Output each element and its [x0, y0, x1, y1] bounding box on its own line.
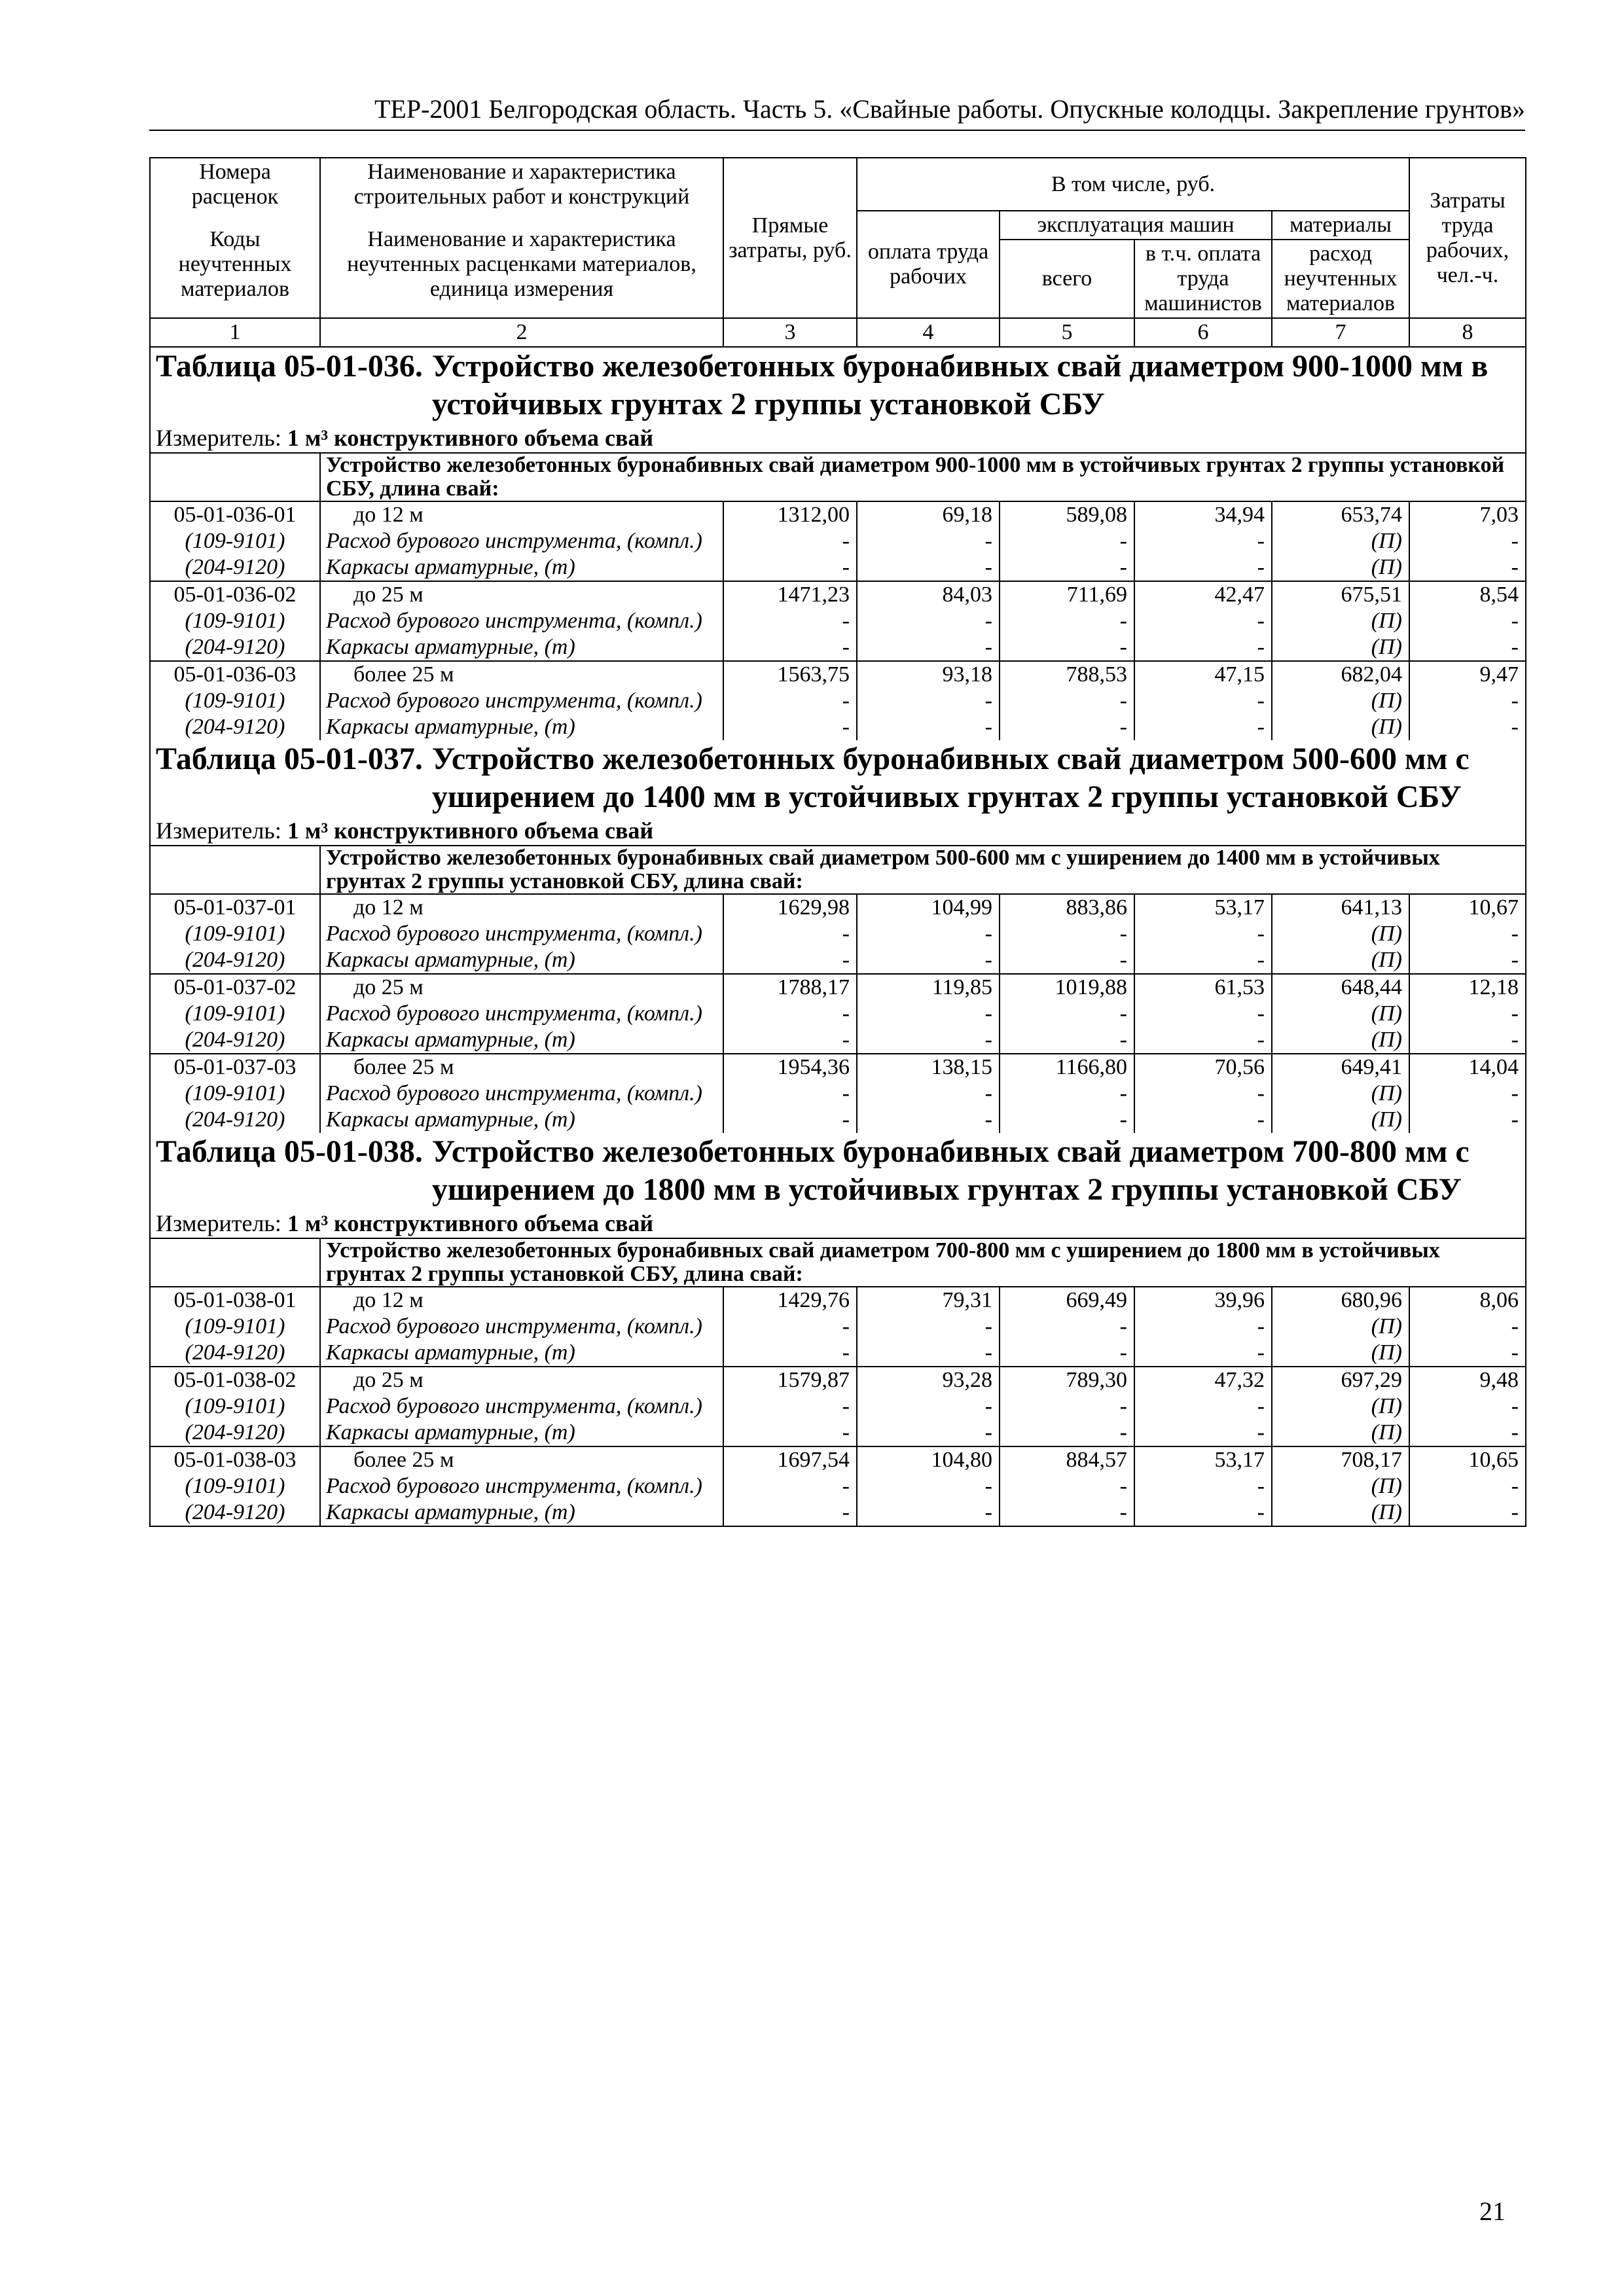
material-name: Каркасы арматурные, (т): [320, 554, 723, 581]
rate-code: 05-01-037-03: [150, 1054, 320, 1081]
material-code: (109-9101): [150, 1473, 320, 1499]
rate-name: более 25 м: [320, 661, 723, 688]
dash-cell: -: [857, 1081, 1000, 1107]
value-cell: 9,48: [1409, 1367, 1526, 1393]
dash-cell: -: [1134, 1473, 1272, 1499]
material-flag: (П): [1272, 1314, 1409, 1340]
table-label: Таблица 05-01-036.: [156, 349, 423, 384]
material-flag: (П): [1272, 1001, 1409, 1027]
dash-cell: -: [1409, 1314, 1526, 1340]
value-cell: 1471,23: [723, 581, 857, 608]
value-cell: 1563,75: [723, 661, 857, 688]
material-code: (204-9120): [150, 1340, 320, 1367]
dash-cell: -: [857, 1340, 1000, 1367]
value-cell: 84,03: [857, 581, 1000, 608]
meter-value: 1 м³ конструктивного объема свай: [287, 1210, 654, 1236]
meter-label: Измеритель:: [156, 817, 281, 844]
material-row: [150, 1393, 1526, 1420]
dash-cell: -: [1134, 1001, 1272, 1027]
col-header-material-codes: Коды неучтенных материалов: [150, 211, 320, 318]
dash-cell: -: [1000, 688, 1134, 714]
dash-cell: -: [857, 1473, 1000, 1499]
table-row: [150, 501, 1526, 528]
value-cell: 138,15: [857, 1054, 1000, 1081]
col-header-material-name: Наименование и характеристика неучтенных расценками материалов, единица измерения: [320, 211, 723, 318]
material-name: Каркасы арматурные, (т): [320, 1340, 723, 1367]
value-cell: 34,94: [1134, 501, 1272, 528]
dash-cell: -: [1134, 1107, 1272, 1133]
material-code: (204-9120): [150, 1420, 320, 1446]
rate-name: до 12 м: [320, 1287, 723, 1314]
dash-cell: -: [1134, 688, 1272, 714]
col-number: 2: [320, 318, 723, 347]
table-row: [150, 1367, 1526, 1393]
material-code: (204-9120): [150, 1027, 320, 1054]
rate-code: 05-01-036-02: [150, 581, 320, 608]
rate-code: 05-01-038-03: [150, 1446, 320, 1473]
material-flag: (П): [1272, 608, 1409, 634]
value-cell: 1429,76: [723, 1287, 857, 1314]
material-name: Расход бурового инструмента, (компл.): [320, 528, 723, 554]
dash-cell: -: [1000, 1420, 1134, 1446]
dash-cell: -: [1134, 1027, 1272, 1054]
table-title: Устройство железобетонных буронабивных свай диаметром 500-600 мм с уширением до 1400 мм в устойчивых грунтах 2 группы установкой СБУ: [431, 742, 1470, 814]
material-code: (109-9101): [150, 1314, 320, 1340]
value-cell: 648,44: [1272, 974, 1409, 1001]
dash-cell: -: [1409, 1027, 1526, 1054]
dash-cell: -: [857, 528, 1000, 554]
material-row: [150, 1107, 1526, 1133]
value-cell: 883,86: [1000, 894, 1134, 921]
col-header-labor-hours: Затраты труда рабочих, чел.-ч.: [1409, 158, 1526, 318]
material-row: [150, 714, 1526, 740]
material-code: (109-9101): [150, 528, 320, 554]
table-title-block: [150, 1133, 1526, 1209]
material-code: (109-9101): [150, 921, 320, 947]
material-name: Расход бурового инструмента, (компл.): [320, 1473, 723, 1499]
dash-cell: -: [1134, 1420, 1272, 1446]
value-cell: 14,04: [1409, 1054, 1526, 1081]
dash-cell: -: [723, 1027, 857, 1054]
value-cell: 119,85: [857, 974, 1000, 1001]
col-header-machines-total: всего: [1000, 240, 1134, 318]
value-cell: 1788,17: [723, 974, 857, 1001]
dash-cell: -: [1000, 528, 1134, 554]
material-row: [150, 688, 1526, 714]
table-row: [150, 1287, 1526, 1314]
col-header-machines: эксплуатация машин: [1000, 211, 1272, 240]
dash-cell: -: [1409, 1107, 1526, 1133]
rate-name: до 12 м: [320, 501, 723, 528]
dash-cell: -: [723, 1499, 857, 1526]
dash-cell: -: [723, 714, 857, 740]
material-code: (109-9101): [150, 688, 320, 714]
dash-cell: -: [857, 634, 1000, 661]
table-title-block: [150, 347, 1526, 423]
material-code: (204-9120): [150, 634, 320, 661]
material-row: [150, 554, 1526, 581]
value-cell: 79,31: [857, 1287, 1000, 1314]
material-code: (204-9120): [150, 554, 320, 581]
material-row: [150, 1473, 1526, 1499]
dash-cell: -: [723, 947, 857, 974]
value-cell: 1954,36: [723, 1054, 857, 1081]
dash-cell: -: [1000, 1107, 1134, 1133]
section-spacer: [150, 453, 320, 501]
value-cell: 53,17: [1134, 1446, 1272, 1473]
dash-cell: -: [1000, 1340, 1134, 1367]
value-cell: 708,17: [1272, 1446, 1409, 1473]
dash-cell: -: [723, 528, 857, 554]
section-heading: Устройство железобетонных буронабивных свай диаметром 900-1000 мм в устойчивых грунтах 2 группы установкой СБУ, длина свай:: [320, 453, 1526, 501]
material-flag: (П): [1272, 528, 1409, 554]
dash-cell: -: [1409, 947, 1526, 974]
dash-cell: -: [1134, 1314, 1272, 1340]
section-spacer: [150, 846, 320, 894]
rate-name: до 25 м: [320, 1367, 723, 1393]
col-number: 8: [1409, 318, 1526, 347]
value-cell: 12,18: [1409, 974, 1526, 1001]
dash-cell: -: [1000, 921, 1134, 947]
dash-cell: -: [723, 608, 857, 634]
dash-cell: -: [1409, 1473, 1526, 1499]
value-cell: 93,18: [857, 661, 1000, 688]
dash-cell: -: [1000, 1001, 1134, 1027]
value-cell: 47,32: [1134, 1367, 1272, 1393]
col-header-materials: материалы: [1272, 211, 1409, 240]
dash-cell: -: [857, 554, 1000, 581]
dash-cell: -: [857, 921, 1000, 947]
dash-cell: -: [1409, 528, 1526, 554]
material-row: [150, 1027, 1526, 1054]
value-cell: 8,06: [1409, 1287, 1526, 1314]
dash-cell: -: [1409, 688, 1526, 714]
value-cell: 697,29: [1272, 1367, 1409, 1393]
col-header-direct-costs: Прямые затраты, руб.: [723, 158, 857, 318]
col-header-including: В том числе, руб.: [857, 158, 1409, 211]
dash-cell: -: [723, 1314, 857, 1340]
value-cell: 104,80: [857, 1446, 1000, 1473]
material-flag: (П): [1272, 1340, 1409, 1367]
material-code: (109-9101): [150, 1001, 320, 1027]
col-header-unaccounted-materials: расход неучтенных материалов: [1272, 240, 1409, 318]
dash-cell: -: [1134, 1393, 1272, 1420]
table-meter: [150, 816, 1526, 846]
table-row: [150, 1054, 1526, 1081]
rate-name: до 25 м: [320, 974, 723, 1001]
value-cell: 1019,88: [1000, 974, 1134, 1001]
table-title-block: [150, 740, 1526, 816]
material-flag: (П): [1272, 1499, 1409, 1526]
material-flag: (П): [1272, 921, 1409, 947]
col-header-worker-pay: оплата труда рабочих: [857, 211, 1000, 318]
material-flag: (П): [1272, 634, 1409, 661]
table-row: [150, 974, 1526, 1001]
material-flag: (П): [1272, 1420, 1409, 1446]
value-cell: 42,47: [1134, 581, 1272, 608]
dash-cell: -: [1134, 1499, 1272, 1526]
value-cell: 641,13: [1272, 894, 1409, 921]
value-cell: 70,56: [1134, 1054, 1272, 1081]
dash-cell: -: [857, 1420, 1000, 1446]
material-row: [150, 1420, 1526, 1446]
dash-cell: -: [1000, 554, 1134, 581]
dash-cell: -: [723, 634, 857, 661]
material-row: [150, 528, 1526, 554]
dash-cell: -: [1000, 1473, 1134, 1499]
dash-cell: -: [1409, 921, 1526, 947]
dash-cell: -: [1000, 634, 1134, 661]
material-name: Каркасы арматурные, (т): [320, 947, 723, 974]
section-spacer: [150, 1238, 320, 1287]
dash-cell: -: [723, 688, 857, 714]
value-cell: 653,74: [1272, 501, 1409, 528]
material-code: (109-9101): [150, 1081, 320, 1107]
col-header-codes: Номера расценок: [150, 158, 320, 211]
dash-cell: -: [1409, 1499, 1526, 1526]
material-flag: (П): [1272, 1107, 1409, 1133]
dash-cell: -: [857, 688, 1000, 714]
material-name: Каркасы арматурные, (т): [320, 1027, 723, 1054]
table-row: [150, 581, 1526, 608]
value-cell: 884,57: [1000, 1446, 1134, 1473]
meter-label: Измеритель:: [156, 1210, 281, 1236]
dash-cell: -: [1409, 1340, 1526, 1367]
table-label: Таблица 05-01-037.: [156, 742, 423, 776]
material-row: [150, 1314, 1526, 1340]
value-cell: 649,41: [1272, 1054, 1409, 1081]
value-cell: 682,04: [1272, 661, 1409, 688]
value-cell: 788,53: [1000, 661, 1134, 688]
dash-cell: -: [1134, 1081, 1272, 1107]
dash-cell: -: [1000, 1081, 1134, 1107]
rate-name: до 25 м: [320, 581, 723, 608]
value-cell: 589,08: [1000, 501, 1134, 528]
material-name: Каркасы арматурные, (т): [320, 1420, 723, 1446]
value-cell: 1629,98: [723, 894, 857, 921]
header-rule: [149, 130, 1525, 131]
dash-cell: -: [1134, 608, 1272, 634]
dash-cell: -: [857, 1393, 1000, 1420]
dash-cell: -: [1409, 1420, 1526, 1446]
dash-cell: -: [723, 1393, 857, 1420]
dash-cell: -: [1409, 1001, 1526, 1027]
rate-name: до 12 м: [320, 894, 723, 921]
table-row: [150, 1446, 1526, 1473]
material-code: (109-9101): [150, 608, 320, 634]
dash-cell: -: [1000, 714, 1134, 740]
rate-code: 05-01-038-01: [150, 1287, 320, 1314]
value-cell: 10,65: [1409, 1446, 1526, 1473]
col-number: 5: [1000, 318, 1134, 347]
dash-cell: -: [1409, 714, 1526, 740]
dash-cell: -: [723, 1081, 857, 1107]
dash-cell: -: [1409, 1393, 1526, 1420]
dash-cell: -: [857, 947, 1000, 974]
dash-cell: -: [1409, 1081, 1526, 1107]
material-flag: (П): [1272, 947, 1409, 974]
table-label: Таблица 05-01-038.: [156, 1134, 423, 1169]
value-cell: 39,96: [1134, 1287, 1272, 1314]
dash-cell: -: [723, 1420, 857, 1446]
col-header-name: Наименование и характеристика строительных работ и конструкций: [320, 158, 723, 211]
rate-code: 05-01-037-01: [150, 894, 320, 921]
value-cell: 789,30: [1000, 1367, 1134, 1393]
col-number: 3: [723, 318, 857, 347]
material-code: (204-9120): [150, 714, 320, 740]
table-title: Устройство железобетонных буронабивных свай диаметром 700-800 мм с уширением до 1800 мм в устойчивых грунтах 2 группы установкой СБУ: [431, 1134, 1470, 1207]
material-name: Каркасы арматурные, (т): [320, 1107, 723, 1133]
running-header: ТЕР-2001 Белгородская область. Часть 5. «Свайные работы. Опускные колодцы. Закрепление грунтов»: [374, 94, 1525, 124]
dash-cell: -: [1134, 947, 1272, 974]
col-header-machinist-pay: в т.ч. оплата труда машинистов: [1134, 240, 1272, 318]
dash-cell: -: [857, 1001, 1000, 1027]
dash-cell: -: [1134, 554, 1272, 581]
col-number: 4: [857, 318, 1000, 347]
dash-cell: -: [1000, 1393, 1134, 1420]
dash-cell: -: [723, 921, 857, 947]
dash-cell: -: [1409, 608, 1526, 634]
material-code: (109-9101): [150, 1393, 320, 1420]
rate-code: 05-01-036-03: [150, 661, 320, 688]
material-name: Расход бурового инструмента, (компл.): [320, 1314, 723, 1340]
value-cell: 669,49: [1000, 1287, 1134, 1314]
value-cell: 1312,00: [723, 501, 857, 528]
value-cell: 1697,54: [723, 1446, 857, 1473]
dash-cell: -: [1134, 921, 1272, 947]
dash-cell: -: [1409, 554, 1526, 581]
material-row: [150, 1081, 1526, 1107]
material-name: Расход бурового инструмента, (компл.): [320, 1393, 723, 1420]
meter-label: Измеритель:: [156, 425, 281, 451]
value-cell: 7,03: [1409, 501, 1526, 528]
material-row: [150, 608, 1526, 634]
value-cell: 711,69: [1000, 581, 1134, 608]
material-flag: (П): [1272, 1027, 1409, 1054]
material-name: Расход бурового инструмента, (компл.): [320, 1001, 723, 1027]
material-row: [150, 1340, 1526, 1367]
value-cell: 680,96: [1272, 1287, 1409, 1314]
table-meter: [150, 1209, 1526, 1238]
material-code: (204-9120): [150, 1499, 320, 1526]
rate-code: 05-01-036-01: [150, 501, 320, 528]
material-row: [150, 1499, 1526, 1526]
dash-cell: -: [1134, 634, 1272, 661]
rate-code: 05-01-037-02: [150, 974, 320, 1001]
material-code: (204-9120): [150, 947, 320, 974]
material-code: (204-9120): [150, 1107, 320, 1133]
meter-value: 1 м³ конструктивного объема свай: [287, 817, 654, 844]
meter-value: 1 м³ конструктивного объема свай: [287, 425, 654, 451]
material-row: [150, 634, 1526, 661]
material-name: Каркасы арматурные, (т): [320, 634, 723, 661]
dash-cell: -: [1000, 947, 1134, 974]
rate-name: более 25 м: [320, 1446, 723, 1473]
page-number: 21: [1479, 2197, 1506, 2226]
rate-code: 05-01-038-02: [150, 1367, 320, 1393]
material-row: [150, 921, 1526, 947]
value-cell: 10,67: [1409, 894, 1526, 921]
table-row: [150, 661, 1526, 688]
value-cell: 93,28: [857, 1367, 1000, 1393]
value-cell: 47,15: [1134, 661, 1272, 688]
value-cell: 1579,87: [723, 1367, 857, 1393]
dash-cell: -: [723, 1340, 857, 1367]
material-name: Каркасы арматурные, (т): [320, 714, 723, 740]
dash-cell: -: [1000, 1027, 1134, 1054]
col-number: 1: [150, 318, 320, 347]
material-flag: (П): [1272, 688, 1409, 714]
material-flag: (П): [1272, 1473, 1409, 1499]
dash-cell: -: [857, 608, 1000, 634]
dash-cell: -: [1134, 714, 1272, 740]
rate-name: более 25 м: [320, 1054, 723, 1081]
dash-cell: -: [857, 1314, 1000, 1340]
value-cell: 1166,80: [1000, 1054, 1134, 1081]
value-cell: 69,18: [857, 501, 1000, 528]
dash-cell: -: [723, 1473, 857, 1499]
table-title: Устройство железобетонных буронабивных свай диаметром 900-1000 мм в устойчивых грунтах 2 группы установкой СБУ: [431, 349, 1489, 422]
col-number: 6: [1134, 318, 1272, 347]
material-name: Расход бурового инструмента, (компл.): [320, 921, 723, 947]
value-cell: 104,99: [857, 894, 1000, 921]
rates-table: [149, 157, 1526, 1527]
material-name: Расход бурового инструмента, (компл.): [320, 688, 723, 714]
value-cell: 8,54: [1409, 581, 1526, 608]
material-flag: (П): [1272, 554, 1409, 581]
dash-cell: -: [1134, 1340, 1272, 1367]
dash-cell: -: [723, 1107, 857, 1133]
material-row: [150, 1001, 1526, 1027]
section-heading: Устройство железобетонных буронабивных свай диаметром 500-600 мм с уширением до 1400 мм в устойчивых грунтах 2 группы установкой СБУ, длина свай:: [320, 846, 1526, 894]
section-heading: Устройство железобетонных буронабивных свай диаметром 700-800 мм с уширением до 1800 мм в устойчивых грунтах 2 группы установкой СБУ, длина свай:: [320, 1238, 1526, 1287]
dash-cell: -: [723, 1001, 857, 1027]
material-flag: (П): [1272, 714, 1409, 740]
dash-cell: -: [857, 1027, 1000, 1054]
table-meter: [150, 423, 1526, 453]
material-name: Расход бурового инструмента, (компл.): [320, 608, 723, 634]
dash-cell: -: [723, 554, 857, 581]
col-number: 7: [1272, 318, 1409, 347]
material-flag: (П): [1272, 1393, 1409, 1420]
dash-cell: -: [857, 1107, 1000, 1133]
value-cell: 61,53: [1134, 974, 1272, 1001]
material-name: Расход бурового инструмента, (компл.): [320, 1081, 723, 1107]
dash-cell: -: [1000, 608, 1134, 634]
material-row: [150, 947, 1526, 974]
value-cell: 9,47: [1409, 661, 1526, 688]
value-cell: 53,17: [1134, 894, 1272, 921]
dash-cell: -: [857, 714, 1000, 740]
material-name: Каркасы арматурные, (т): [320, 1499, 723, 1526]
dash-cell: -: [857, 1499, 1000, 1526]
table-row: [150, 894, 1526, 921]
dash-cell: -: [1134, 528, 1272, 554]
dash-cell: -: [1409, 634, 1526, 661]
value-cell: 675,51: [1272, 581, 1409, 608]
material-flag: (П): [1272, 1081, 1409, 1107]
dash-cell: -: [1000, 1499, 1134, 1526]
dash-cell: -: [1000, 1314, 1134, 1340]
